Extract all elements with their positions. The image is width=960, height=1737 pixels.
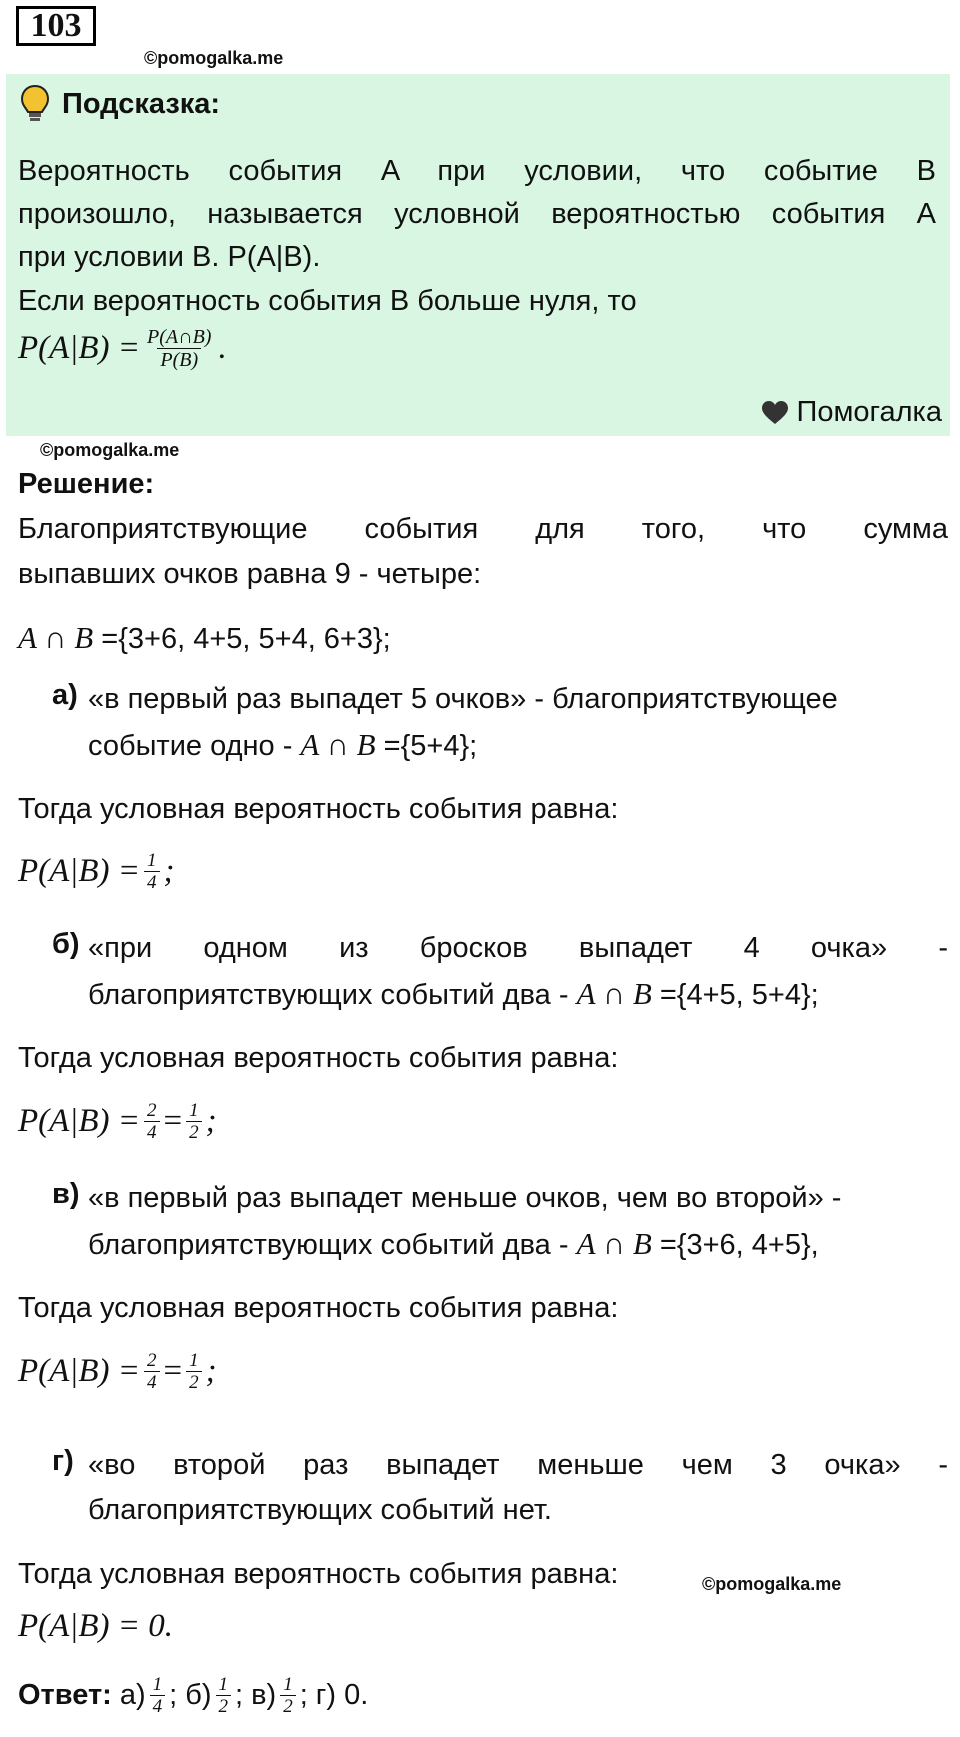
item-v-line-1: «в первый раз выпадет меньше очков, чем во второй» -: [88, 1182, 842, 1214]
result-v-eq: =: [163, 1353, 183, 1389]
item-a-line-2-text: событие одно -: [88, 730, 301, 762]
lightbulb-icon: [20, 84, 50, 124]
hint-line-2: произошло, называется условной вероятностью события A: [18, 198, 936, 230]
result-g: P(A|B) = 0.: [18, 1608, 174, 1644]
result-v-den-1: 4: [144, 1371, 160, 1393]
hint-header: [20, 84, 220, 124]
set-symbol: A ∩ B: [18, 620, 94, 655]
result-b-fraction-2: [186, 1100, 202, 1143]
result-a-lhs: P(A|B) =: [18, 853, 141, 889]
result-v-num-2: 1: [189, 1350, 199, 1371]
item-b-symbol: A ∩ B: [576, 976, 652, 1011]
result-b-den-1: 4: [144, 1121, 160, 1143]
result-b-num-2: 1: [189, 1100, 199, 1121]
item-b-label: б): [52, 928, 80, 960]
item-v-set: ={3+6, 4+5},: [651, 1229, 819, 1261]
answer-b: ; б): [169, 1679, 212, 1711]
then-line-b: Тогда условная вероятность события равна:: [18, 1042, 619, 1074]
item-a-label: а): [52, 679, 78, 711]
answer-b-fraction: [216, 1674, 232, 1717]
result-v-end: ;: [205, 1353, 217, 1389]
hint-line-3: при условии B. P(A|B).: [18, 241, 321, 273]
then-line-v: Тогда условная вероятность события равна:: [18, 1292, 619, 1324]
item-v-line-2: [88, 1221, 819, 1268]
item-g-line-2: благоприятствующих событий нет.: [88, 1494, 552, 1526]
task-number: 103: [16, 6, 96, 46]
answer-v-num: 1: [283, 1674, 293, 1695]
item-v-line-2-text: благоприятствующих событий два -: [88, 1229, 577, 1261]
hint-line-4: Если вероятность события B больше нуля, то: [18, 285, 637, 317]
item-a-symbol: A ∩ B: [300, 727, 376, 762]
answer-a: а): [119, 1679, 146, 1711]
result-b: [18, 1100, 217, 1143]
result-b-end: ;: [205, 1103, 217, 1139]
item-v-symbol: A ∩ B: [576, 1226, 652, 1261]
hint-title: Подсказка:: [62, 87, 221, 120]
answer-b-den: 2: [216, 1695, 232, 1717]
then-line-g: Тогда условная вероятность события равна:: [18, 1558, 619, 1590]
result-b-eq: =: [163, 1103, 183, 1139]
item-g-line-1: «во второй раз выпадет меньше чем 3 очка» -: [88, 1449, 948, 1481]
result-v-fraction-2: [186, 1350, 202, 1393]
result-a-den: 4: [144, 871, 160, 893]
result-b-fraction-1: [144, 1100, 160, 1143]
result-a: [18, 850, 175, 893]
answer-v-fraction: [280, 1674, 296, 1717]
hint-formula: [18, 326, 227, 371]
hint-formula-lhs: P(A|B) =: [18, 330, 141, 366]
item-a-line-1: «в первый раз выпадет 5 очков» - благоприятствующее: [88, 683, 838, 715]
item-g-label: г): [52, 1445, 74, 1477]
result-v-num-1: 2: [147, 1350, 157, 1371]
result-b-num-1: 2: [147, 1100, 157, 1121]
answer-v-den: 2: [280, 1695, 296, 1717]
hint-fraction: [144, 326, 214, 371]
hint-line-1: Вероятность события A при условии, что событие B: [18, 155, 936, 187]
watermark-top: ©pomogalka.me: [144, 48, 284, 68]
signature-text: Помогалка: [796, 396, 942, 428]
answer-a-den: 4: [150, 1695, 166, 1717]
item-b-line-2-text: благоприятствующих событий два -: [88, 979, 577, 1011]
item-v-label: в): [52, 1178, 80, 1210]
answer-b-num: 1: [218, 1674, 228, 1695]
answer-a-num: 1: [152, 1674, 163, 1695]
item-b-line-1: «при одном из бросков выпадет 4 очка» -: [88, 932, 948, 964]
heart-icon: [761, 400, 789, 426]
item-b-line-2: [88, 971, 819, 1018]
watermark-bottom: ©pomogalka.me: [702, 1574, 842, 1594]
result-b-den-2: 2: [186, 1121, 202, 1143]
solution-intro-2: выпавших очков равна 9 - четыре:: [18, 558, 482, 590]
result-a-end: ;: [163, 853, 175, 889]
solution-title: Решение:: [18, 468, 155, 500]
answer-v: ; в): [235, 1679, 277, 1711]
item-b-set: ={4+5, 5+4};: [651, 979, 819, 1011]
answer-a-fraction: [150, 1674, 166, 1717]
signature: [761, 396, 942, 429]
result-v: [18, 1350, 217, 1393]
then-line-a: Тогда условная вероятность события равна:: [18, 793, 619, 825]
answer-label: Ответ:: [18, 1679, 112, 1711]
watermark-mid: ©pomogalka.me: [40, 440, 180, 460]
result-v-den-2: 2: [186, 1371, 202, 1393]
solution-intro-1: Благоприятствующие события для того, что сумма: [18, 513, 948, 545]
item-a-line-2: [88, 722, 477, 769]
answer-line: [18, 1674, 368, 1717]
hint-formula-end: .: [218, 330, 227, 366]
result-b-lhs: P(A|B) =: [18, 1103, 141, 1139]
result-v-lhs: P(A|B) =: [18, 1353, 141, 1389]
set-values: ={3+6, 4+5, 5+4, 6+3};: [101, 623, 391, 655]
solution-set: [18, 616, 391, 661]
result-a-num: 1: [147, 850, 157, 871]
result-a-fraction: [144, 850, 160, 893]
hint-fraction-denominator: P(B): [157, 348, 201, 371]
result-v-fraction-1: [144, 1350, 160, 1393]
hint-fraction-numerator: P(A∩B): [147, 326, 212, 348]
item-a-set: ={5+4};: [375, 730, 478, 762]
answer-g: ; г) 0.: [299, 1679, 369, 1711]
